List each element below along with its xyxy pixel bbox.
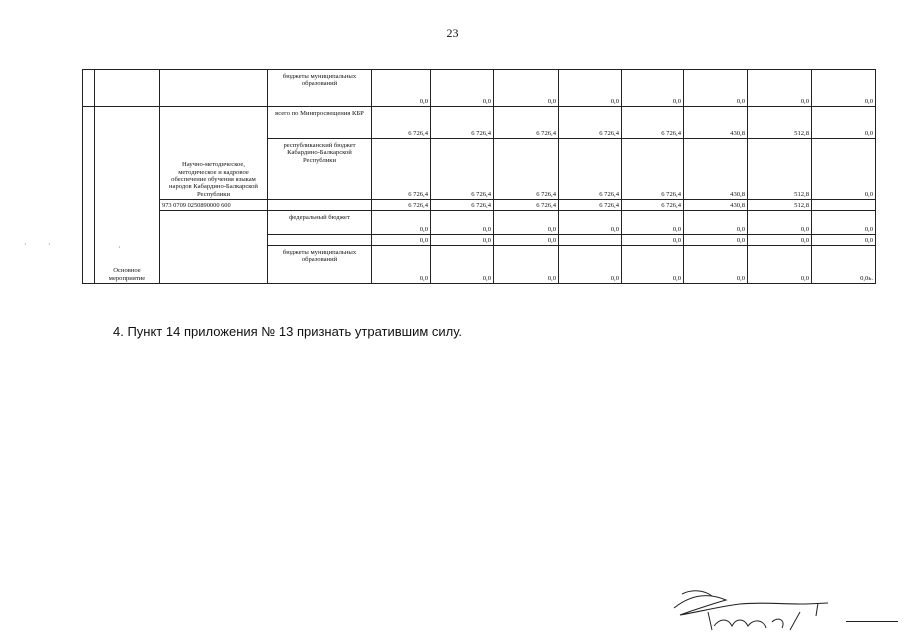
value-cell: 0,0 [812, 235, 876, 246]
value-cell: 0,0 [748, 211, 812, 235]
value-cell [812, 200, 876, 211]
value-cell: 6 726,4 [559, 107, 622, 139]
value-cell: 0,0 [622, 235, 684, 246]
value-cell: 6 726,4 [494, 200, 559, 211]
funding-source: всего по Минпросвещения КБР [268, 107, 372, 139]
value-cell: 0,0 [748, 246, 812, 284]
value-cell: 6 726,4 [494, 107, 559, 139]
funding-source: бюджеты муниципальных образований [268, 246, 372, 284]
value-cell: 0,0 [684, 235, 748, 246]
value-cell: 0,0 [622, 70, 684, 107]
value-cell: 0,0 [812, 70, 876, 107]
value-cell: 0,0 [431, 246, 494, 284]
scan-dot: · [48, 240, 51, 249]
value-cell: 6 726,4 [372, 200, 431, 211]
page-number: 23 [446, 26, 459, 40]
value-cell: 0,0 [431, 70, 494, 107]
value-cell: 430,8 [684, 200, 748, 211]
value-cell: 0,0 [431, 235, 494, 246]
value-cell: 6 726,4 [622, 200, 684, 211]
value-cell: 0,0 [431, 211, 494, 235]
value-cell: 0,0 [494, 235, 559, 246]
value-cell: 6 726,4 [622, 139, 684, 200]
value-cell: 512,8 [748, 200, 812, 211]
value-cell [559, 235, 622, 246]
value-cell: 0,0 [372, 211, 431, 235]
empty-cell [83, 70, 95, 107]
table-row [83, 200, 876, 211]
value-cell: 6 726,4 [372, 107, 431, 139]
value-cell: 0,0 [812, 211, 876, 235]
budget-classification-code: 973 0709 0250890000 600 [160, 200, 268, 211]
value-cell: 0,0 [622, 211, 684, 235]
value-cell: 0,0 [372, 235, 431, 246]
value-cell: 0,0 [559, 70, 622, 107]
value-cell: 6 726,4 [559, 139, 622, 200]
value-cell: 0,0 [494, 211, 559, 235]
value-cell: 6 726,4 [622, 107, 684, 139]
scan-dot: · [118, 243, 121, 252]
value-cell: 0,0 [559, 211, 622, 235]
value-cell: 0,0 [684, 211, 748, 235]
funding-source [268, 235, 372, 246]
value-cell: 512,8 [748, 107, 812, 139]
table-row [83, 211, 876, 235]
empty-cell [83, 107, 95, 284]
value-cell: 0,0 [494, 246, 559, 284]
value-cell: 6 726,4 [559, 200, 622, 211]
table-row [83, 107, 876, 139]
value-cell: 0,0 [372, 70, 431, 107]
scan-dot: · [24, 240, 27, 249]
event-kind: Основное мероприятие [95, 107, 160, 284]
value-cell: 6 726,4 [431, 107, 494, 139]
value-cell: 0,0 [812, 139, 876, 200]
value-cell: 430,8 [684, 139, 748, 200]
value-cell: 512,8 [748, 139, 812, 200]
value-cell: 0,0 [622, 246, 684, 284]
event-program: Научно-методическое, методическое и кадровое обеспечение обучения языкам народов Кабардино-Балкарской Республики [160, 107, 268, 200]
paragraph-item-4: 4. Пункт 14 приложения № 13 признать утратившим силу. [113, 324, 463, 339]
value-cell: 430,8 [684, 107, 748, 139]
value-cell: 0,0 [684, 70, 748, 107]
value-cell: 6 726,4 [431, 139, 494, 200]
table-row [83, 70, 876, 107]
empty-cell [160, 70, 268, 107]
value-cell: 6 726,4 [372, 139, 431, 200]
empty-cell [95, 70, 160, 107]
value-cell: 0,0 [748, 235, 812, 246]
value-cell: 0,0 [372, 246, 431, 284]
value-cell: 0,0 [812, 107, 876, 139]
value-cell: 6 726,4 [494, 139, 559, 200]
funding-source: бюджеты муниципальных образований [268, 70, 372, 107]
signature-image [668, 582, 838, 632]
budget-table [82, 69, 876, 284]
value-cell: 0,0ь. [812, 246, 876, 284]
value-cell: 0,0 [494, 70, 559, 107]
budget-table-wrapper [82, 69, 876, 284]
funding-source: республиканский бюджет Кабардино-Балкарской Республики [268, 139, 372, 200]
signature-line [846, 621, 898, 622]
value-cell: 0,0 [684, 246, 748, 284]
funding-source: федеральный бюджет [268, 211, 372, 235]
value-cell: 0,0 [559, 246, 622, 284]
value-cell: 0,0 [748, 70, 812, 107]
funding-source [268, 200, 372, 211]
value-cell: 6 726,4 [431, 200, 494, 211]
empty-cell [160, 211, 268, 284]
